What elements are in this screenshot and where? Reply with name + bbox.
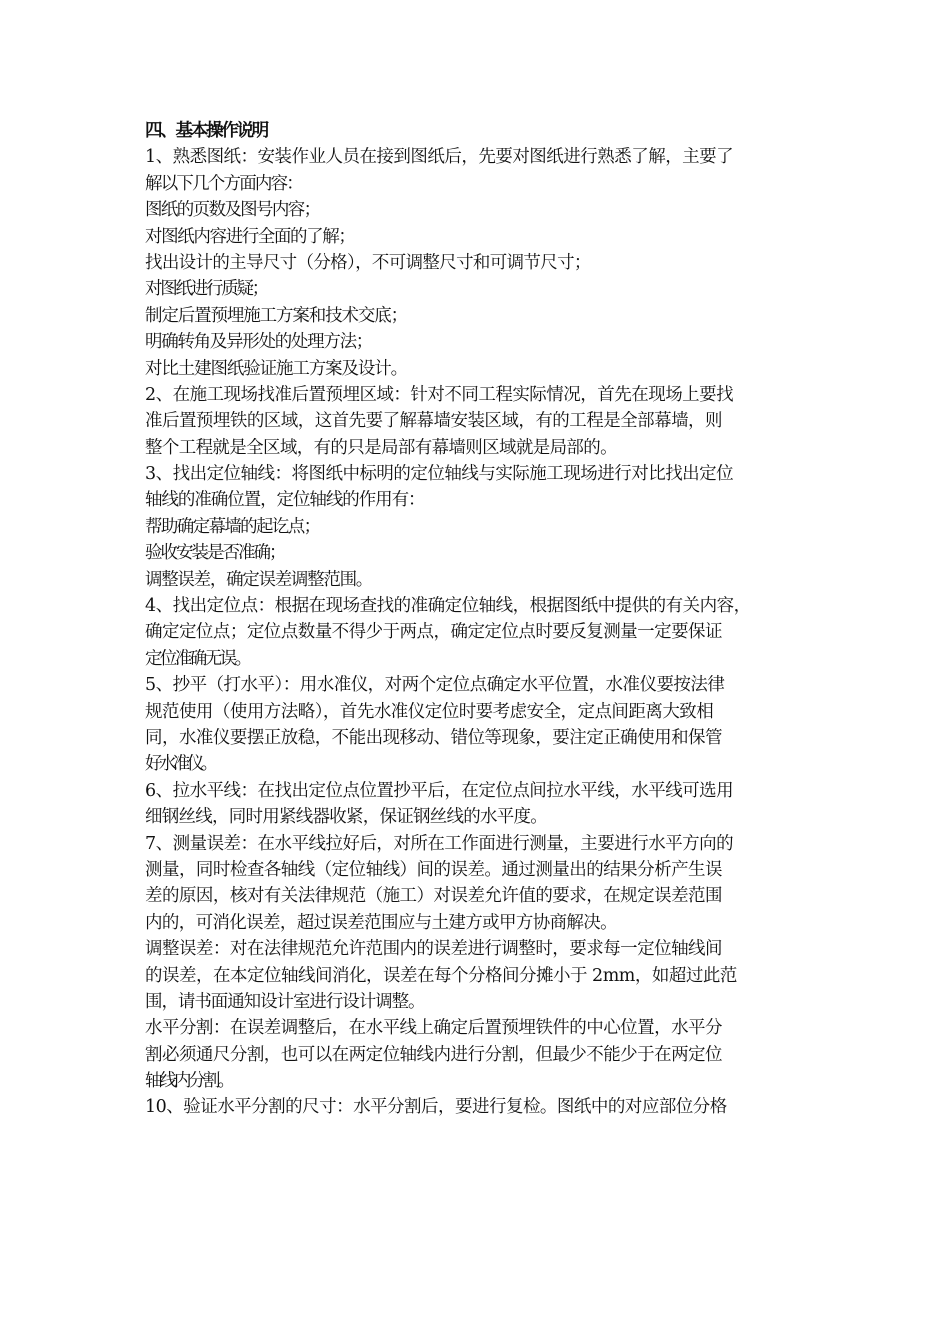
text-line: 定位准确无误。 bbox=[145, 648, 250, 669]
text-line: 细钢丝线，同时用紧线器收紧，保证钢丝线的水平度。 bbox=[145, 807, 547, 828]
text-line: 验收安装是否准确； bbox=[145, 543, 285, 564]
text-line: 对图纸进行质疑； bbox=[145, 279, 267, 300]
text-line: 2、在施工现场找准后置预埋区域：针对不同工程实际情况，首先在现场上要找 bbox=[145, 384, 734, 405]
text-line: 好水准仪。 bbox=[145, 754, 215, 775]
text-line: 割必须通尺分割，也可以在两定位轴线内进行分割，但最少不能少于在两定位 bbox=[145, 1044, 722, 1065]
text-line: 对比土建图纸验证施工方案及设计。 bbox=[145, 358, 407, 379]
text-line: 整个工程就是全区域，有的只是局部有幕墙则区域就是局部的。 bbox=[145, 437, 617, 458]
text-line: 3、找出定位轴线：将图纸中标明的定位轴线与实际施工现场进行对比找出定位 bbox=[145, 464, 734, 485]
text-line: 同，水准仪要摆正放稳，不能出现移动、错位等现象，要注定正确使用和保管 bbox=[145, 727, 722, 748]
text-line: 制定后置预埋施工方案和技术交底； bbox=[145, 305, 407, 326]
text-line: 内的，可消化误差，超过误差范围应与土建方或甲方协商解决。 bbox=[145, 912, 617, 933]
text-line: 确定定位点；定位点数量不得少于两点，确定定位点时要反复测量一定要保证 bbox=[145, 622, 722, 643]
text-line: 图纸的页数及图号内容； bbox=[145, 200, 320, 221]
text-line: 7、测量误差：在水平线拉好后，对所在工作面进行测量，主要进行水平方向的 bbox=[145, 833, 734, 854]
text-line: 5、抄平（打水平）：用水准仪，对两个定位点确定水平位置，水准仪要按法律 bbox=[145, 675, 725, 696]
text-line: 对图纸内容进行全面的了解； bbox=[145, 226, 355, 247]
text-line: 帮助确定幕墙的起讫点； bbox=[145, 516, 320, 537]
text-line: 1、熟悉图纸：安装作业人员在接到图纸后，先要对图纸进行熟悉了解，主要了 bbox=[145, 147, 734, 168]
text-line: 6、拉水平线：在找出定位点位置抄平后，在定位点间拉水平线，水平线可选用 bbox=[145, 780, 734, 801]
text-line: 轴线的准确位置，定位轴线的作用有： bbox=[145, 490, 425, 511]
text-line: 水平分割：在误差调整后，在水平线上确定后置预埋铁件的中心位置，水平分 bbox=[145, 1018, 722, 1039]
text-line: 差的原因，核对有关法律规范（施工）对误差允许值的要求，在规定误差范围 bbox=[145, 886, 722, 907]
text-line: 测量，同时检查各轴线（定位轴线）间的误差。通过测量出的结果分析产生误 bbox=[145, 859, 722, 880]
text-line: 明确转角及异形处的处理方法； bbox=[145, 332, 372, 353]
text-line: 找出设计的主导尺寸（分格），不可调整尺寸和可调节尺寸； bbox=[145, 252, 591, 273]
section-heading: 四、基本操作说明 bbox=[145, 121, 267, 141]
text-line: 4、找出定位点：根据在现场查找的准确定位轴线，根据图纸中提供的有关内容， bbox=[145, 596, 751, 617]
document-body bbox=[145, 144, 825, 1120]
text-line: 解以下几个方面内容： bbox=[145, 173, 302, 194]
text-line: 调整误差，确定误差调整范围。 bbox=[145, 569, 372, 590]
text-line: 调整误差：对在法律规范允许范围内的误差进行调整时，要求每一定位轴线间 bbox=[145, 939, 722, 960]
text-line: 10、验证水平分割的尺寸：水平分割后，要进行复检。图纸中的对应部位分格 bbox=[145, 1097, 727, 1118]
text-line: 准后置预埋铁的区域，这首先要了解幕墙安装区域，有的工程是全部幕墙，则 bbox=[145, 411, 722, 432]
document-page bbox=[145, 118, 825, 1121]
text-line: 规范使用（使用方法略），首先水准仪定位时要考虑安全，定点间距离大致相 bbox=[145, 701, 714, 722]
text-line: 围，请书面通知设计室进行设计调整。 bbox=[145, 991, 425, 1012]
text-line: 轴线内分割。 bbox=[145, 1071, 232, 1092]
text-line: 的误差，在本定位轴线间消化，误差在每个分格间分摊小于 2mm，如超过此范 bbox=[145, 965, 737, 986]
